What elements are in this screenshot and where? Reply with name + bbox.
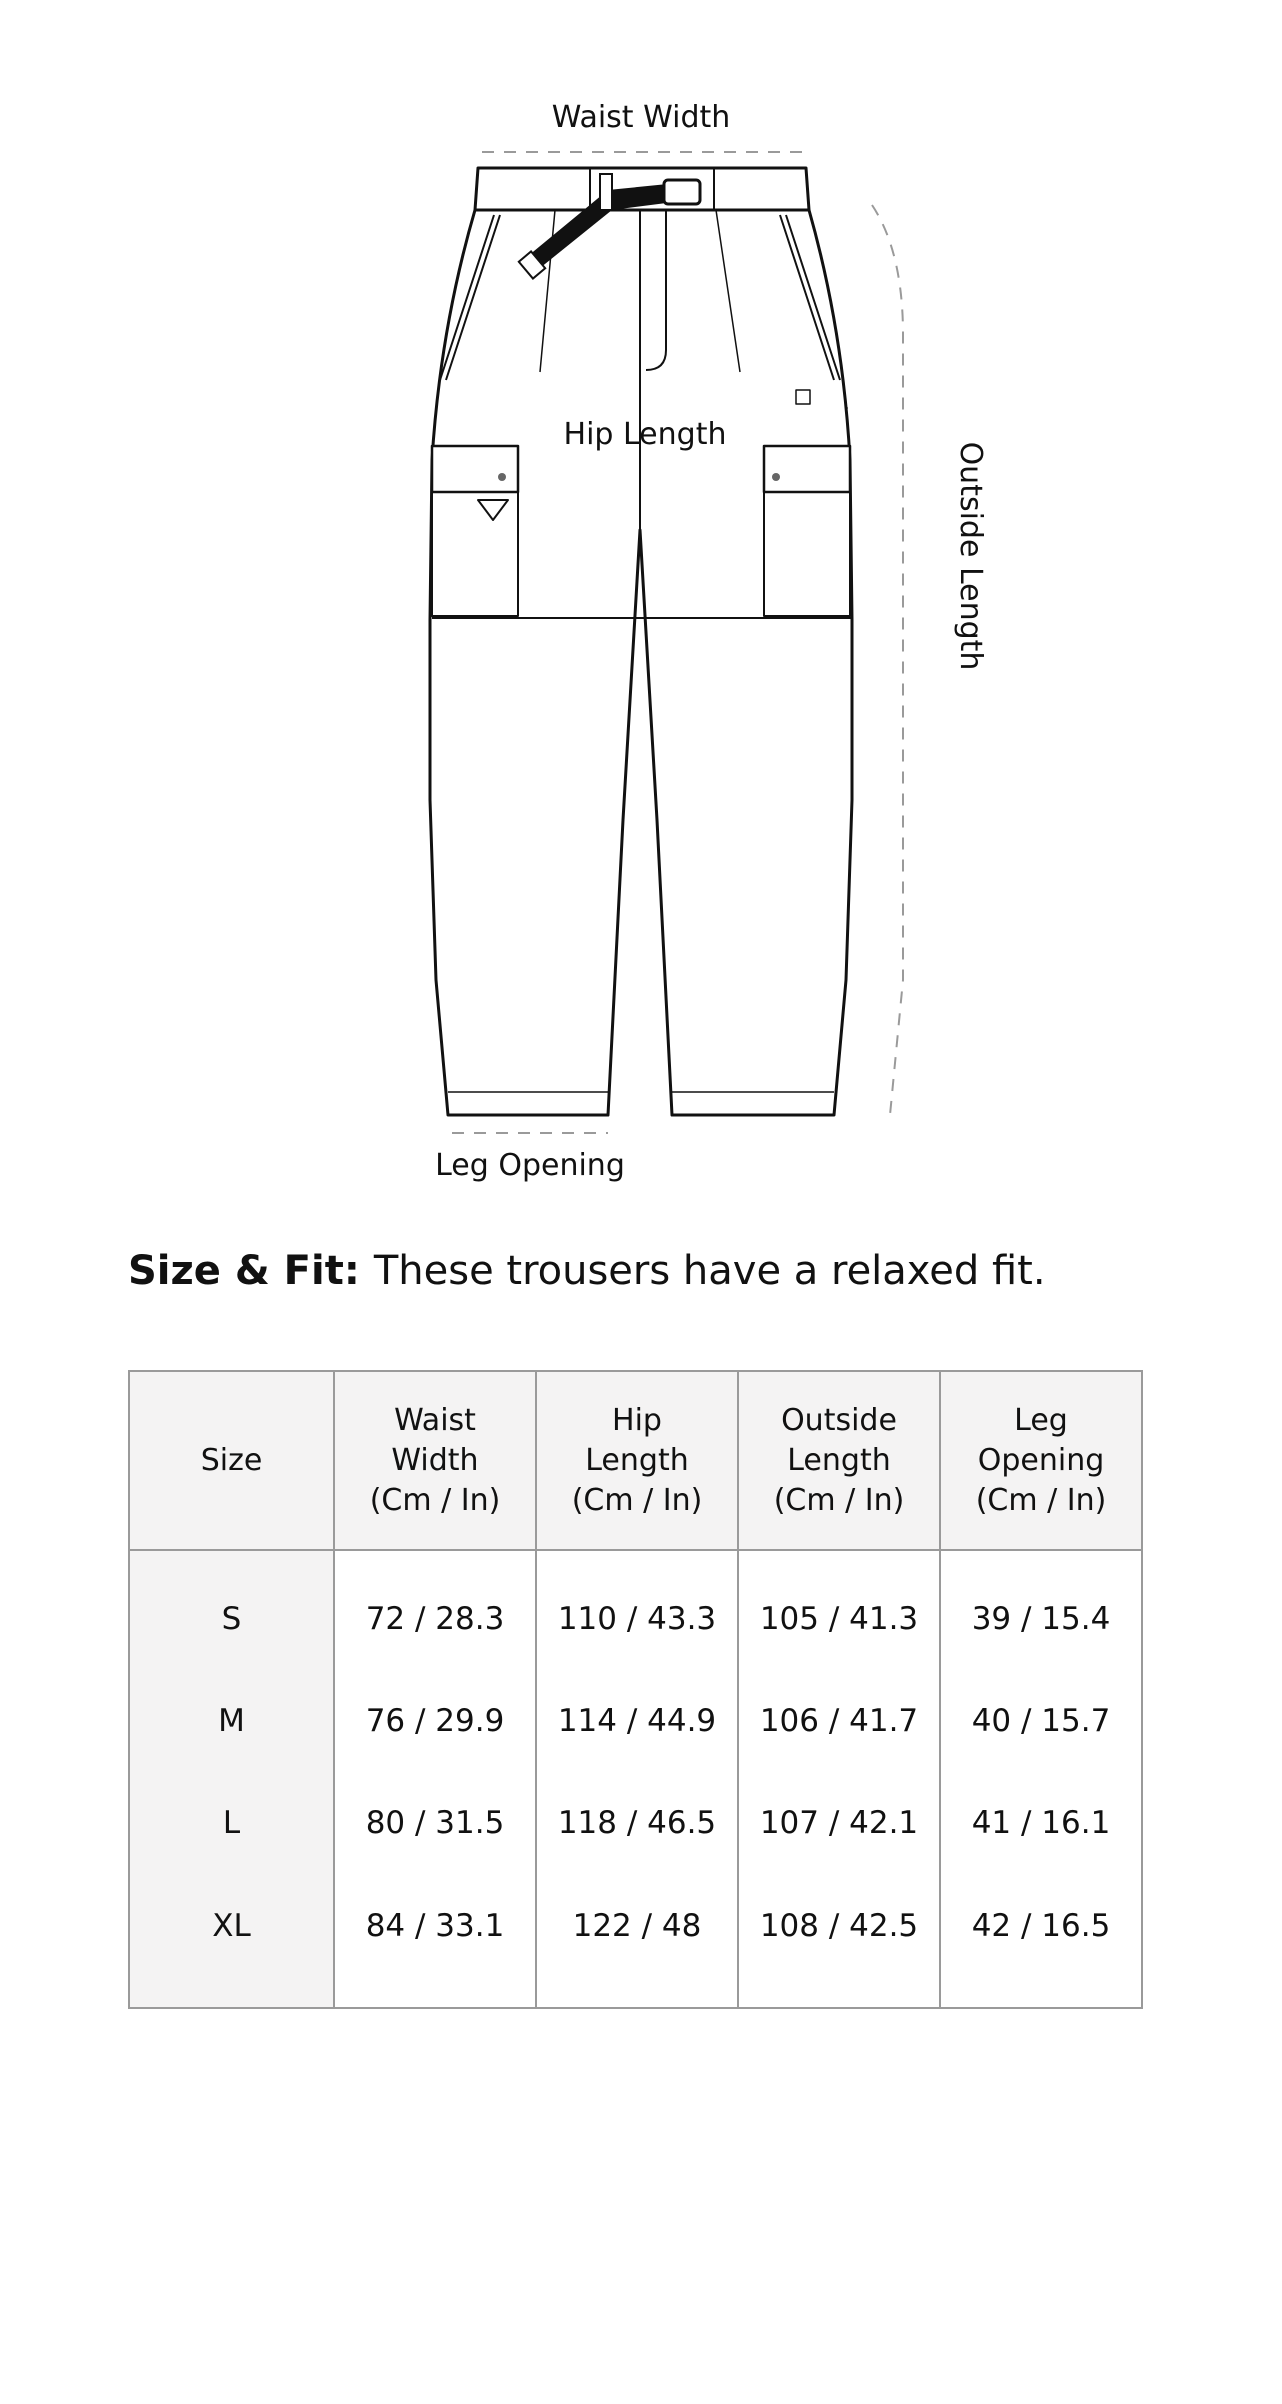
- header-size-line: Size: [200, 1442, 263, 1478]
- outside-cell: 107 / 42.1: [738, 1772, 940, 1874]
- header-line: (Cm / In): [571, 1482, 703, 1518]
- header-line: (Cm / In): [773, 1482, 905, 1518]
- hip-cell: 114 / 44.9: [536, 1670, 738, 1772]
- header-line: Outside: [781, 1402, 897, 1438]
- outside-cell: 105 / 41.3: [738, 1550, 940, 1670]
- header-hip-length: [536, 1371, 738, 1550]
- outside-length-label: Outside Length: [953, 441, 988, 671]
- hip-cell: 122 / 48: [536, 1874, 738, 2008]
- leg-cell: 42 / 16.5: [940, 1874, 1142, 2008]
- table-row: [129, 1874, 1142, 2008]
- header-line: Width: [391, 1442, 479, 1478]
- waist-cell: 72 / 28.3: [334, 1550, 536, 1670]
- size-cell: L: [129, 1772, 334, 1874]
- size-fit-label: Size & Fit:: [128, 1248, 360, 1294]
- waist-cell: 80 / 31.5: [334, 1772, 536, 1874]
- size-cell: S: [129, 1550, 334, 1670]
- header-line: Opening: [977, 1442, 1105, 1478]
- size-cell: XL: [129, 1874, 334, 2008]
- leg-cell: 40 / 15.7: [940, 1670, 1142, 1772]
- table-row: [129, 1772, 1142, 1874]
- table-header-row: [129, 1371, 1142, 1550]
- trousers-measurement-diagram: [0, 0, 1282, 1200]
- outside-cell: 106 / 41.7: [738, 1670, 940, 1772]
- header-line: (Cm / In): [369, 1482, 501, 1518]
- header-line: Waist: [394, 1402, 476, 1438]
- leg-cell: 41 / 16.1: [940, 1772, 1142, 1874]
- leg-cell: 39 / 15.4: [940, 1550, 1142, 1670]
- header-outside-length: [738, 1371, 940, 1550]
- table-row: [129, 1670, 1142, 1772]
- header-line: (Cm / In): [975, 1482, 1107, 1518]
- header-leg-opening: [940, 1371, 1142, 1550]
- hip-cell: 110 / 43.3: [536, 1550, 738, 1670]
- header-line: Leg: [1014, 1402, 1068, 1438]
- size-cell: M: [129, 1670, 334, 1772]
- trouser-outline: [430, 168, 852, 1115]
- table-row: [129, 1550, 1142, 1670]
- header-waist-width: [334, 1371, 536, 1550]
- waist-width-label: Waist Width: [551, 100, 731, 135]
- trousers-illustration: [0, 0, 1282, 1200]
- outside-length-guide: [872, 205, 903, 1115]
- header-line: Length: [585, 1442, 689, 1478]
- waist-cell: 76 / 29.9: [334, 1670, 536, 1772]
- header-line: Hip: [612, 1402, 662, 1438]
- leg-opening-label: Leg Opening: [435, 1148, 625, 1183]
- size-fit-statement: [128, 1248, 1046, 1294]
- size-chart-table: [128, 1370, 1143, 2009]
- outside-cell: 108 / 42.5: [738, 1874, 940, 2008]
- header-line: Length: [787, 1442, 891, 1478]
- size-fit-text: These trousers have a relaxed fit.: [373, 1248, 1046, 1294]
- hip-cell: 118 / 46.5: [536, 1772, 738, 1874]
- hip-length-label: Hip Length: [563, 417, 727, 452]
- header-size: [129, 1371, 334, 1550]
- waist-cell: 84 / 33.1: [334, 1874, 536, 2008]
